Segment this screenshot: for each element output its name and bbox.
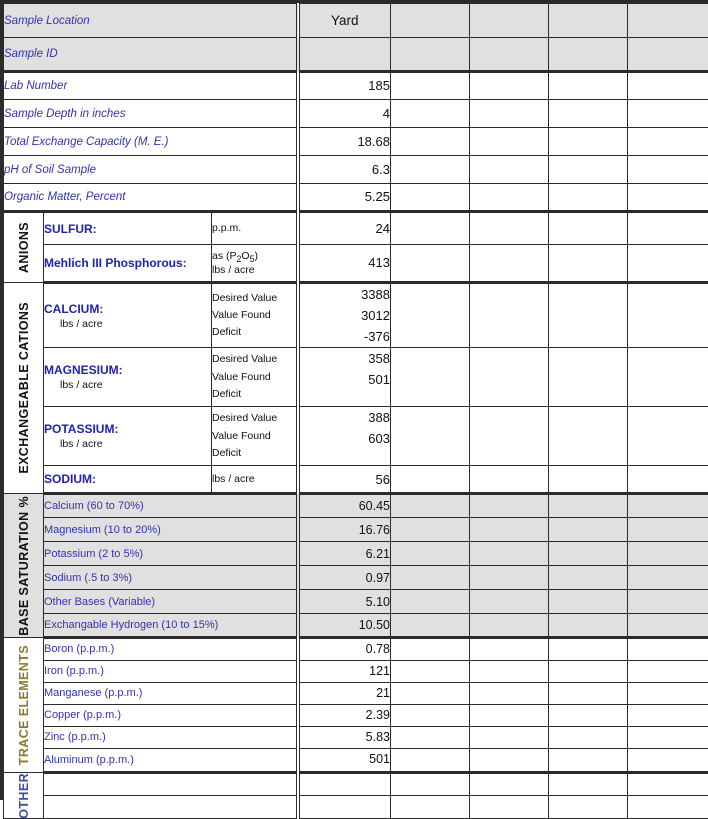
cell-sample-location-4[interactable]	[549, 4, 628, 38]
table-row-boron	[4, 638, 708, 660]
row-label-bs-hydrogen: Exchangable Hydrogen (10 to 15%)	[44, 614, 298, 638]
cell-bs-hydrogen-1[interactable]: 10.50	[298, 614, 391, 638]
row-unit-phosphorous	[212, 245, 298, 283]
cell-bs-hydrogen-2[interactable]	[391, 614, 470, 638]
cell-sulfur-4[interactable]	[549, 212, 628, 245]
row-label-lab-number: Lab Number	[4, 72, 298, 100]
cell-bs-hydrogen-5[interactable]	[628, 614, 708, 638]
cell-magnesium-1[interactable]	[298, 348, 391, 407]
cell-bs-potassium-3[interactable]	[470, 542, 549, 566]
row-label-sample-location: Sample Location	[4, 4, 298, 38]
row-label-phosphorous: Mehlich III Phosphorous:	[44, 245, 212, 283]
table-row-sample-location	[4, 4, 708, 38]
cell-bs-sodium-1[interactable]: 0.97	[298, 566, 391, 590]
cell-zinc-5[interactable]	[628, 726, 708, 748]
cell-zinc-3[interactable]	[470, 726, 549, 748]
table-row-manganese	[4, 682, 708, 704]
row-label-other-1[interactable]	[44, 772, 298, 795]
cell-iron-3[interactable]	[470, 660, 549, 682]
cell-sulfur-1[interactable]: 24	[298, 212, 391, 245]
cell-other1-5[interactable]	[628, 772, 708, 795]
cell-sample-location-5[interactable]	[628, 4, 708, 38]
cell-bs-calcium-3[interactable]	[470, 494, 549, 518]
cell-sodium-2[interactable]	[391, 466, 470, 494]
cell-lab-number-3[interactable]	[470, 72, 549, 100]
cell-other2-2[interactable]	[391, 795, 470, 818]
cell-boron-4[interactable]	[549, 638, 628, 660]
cell-bs-magnesium-2[interactable]	[391, 518, 470, 542]
phosphorous-unit: lbs / acre	[212, 264, 296, 276]
cell-zinc-1[interactable]: 5.83	[298, 726, 391, 748]
cell-ph-1[interactable]: 6.3	[298, 156, 391, 184]
cell-manganese-3[interactable]	[470, 682, 549, 704]
table-row-ph	[4, 156, 708, 184]
cell-om-4[interactable]	[549, 184, 628, 212]
cell-copper-4[interactable]	[549, 704, 628, 726]
table-row-lab-number	[4, 72, 708, 100]
cell-bs-sodium-3[interactable]	[470, 566, 549, 590]
cell-sample-location-1[interactable]: Yard	[298, 4, 391, 38]
row-label-bs-potassium: Potassium (2 to 5%)	[44, 542, 298, 566]
cell-ph-5[interactable]	[628, 156, 708, 184]
cell-sample-id-4[interactable]	[549, 38, 628, 72]
cell-other2-5[interactable]	[628, 795, 708, 818]
cell-other1-2[interactable]	[391, 772, 470, 795]
table-row-bs-potassium	[4, 542, 708, 566]
cell-sodium-1[interactable]: 56	[298, 466, 391, 494]
table-row-zinc	[4, 726, 708, 748]
cell-bs-calcium-2[interactable]	[391, 494, 470, 518]
cell-aluminum-4[interactable]	[549, 748, 628, 772]
cell-manganese-2[interactable]	[391, 682, 470, 704]
cell-sample-location-3[interactable]	[470, 4, 549, 38]
magnesium-desired-1: 358	[300, 348, 391, 369]
cell-other2-4[interactable]	[549, 795, 628, 818]
table-row-potassium	[4, 407, 708, 466]
cell-other2-3[interactable]	[470, 795, 549, 818]
calcium-unit: lbs / acre	[44, 318, 211, 330]
cell-other1-4[interactable]	[549, 772, 628, 795]
potassium-deficit-1	[300, 449, 391, 465]
magnesium-found-1: 501	[300, 369, 391, 390]
cell-om-2[interactable]	[391, 184, 470, 212]
section-rail-label-cations: EXCHANGEABLE CATIONS	[17, 302, 31, 474]
cell-boron-3[interactable]	[470, 638, 549, 660]
cell-ph-2[interactable]	[391, 156, 470, 184]
cell-copper-3[interactable]	[470, 704, 549, 726]
row-label-sample-id: Sample ID	[4, 38, 298, 72]
table-row-bs-calcium	[4, 494, 708, 518]
cell-bs-other-4[interactable]	[549, 590, 628, 614]
row-label-organic-matter: Organic Matter, Percent	[4, 184, 298, 212]
cell-calcium-2[interactable]	[391, 283, 470, 348]
table-row-bs-hydrogen	[4, 614, 708, 638]
cell-lab-number-5[interactable]	[628, 72, 708, 100]
cell-boron-2[interactable]	[391, 638, 470, 660]
magnesium-name: MAGNESIUM:	[44, 363, 123, 377]
sublabel-value-found: Value Found	[212, 307, 296, 324]
formula-sub2: 5	[250, 254, 255, 264]
row-label-other-2[interactable]	[44, 795, 298, 818]
calcium-found-1: 3012	[300, 305, 391, 326]
cell-tec-4[interactable]	[549, 128, 628, 156]
cell-manganese-1[interactable]: 21	[298, 682, 391, 704]
row-sublabels-calcium	[212, 283, 298, 348]
cell-bs-calcium-5[interactable]	[628, 494, 708, 518]
cell-om-3[interactable]	[470, 184, 549, 212]
cell-manganese-4[interactable]	[549, 682, 628, 704]
sublabel-deficit: Deficit	[212, 445, 296, 462]
row-label-potassium	[44, 407, 212, 466]
cell-phosphorous-2[interactable]	[391, 245, 470, 283]
cell-tec-2[interactable]	[391, 128, 470, 156]
cell-aluminum-1[interactable]: 501	[298, 748, 391, 772]
cell-lab-number-4[interactable]	[549, 72, 628, 100]
table-row-sulfur	[4, 212, 708, 245]
table-row-aluminum	[4, 748, 708, 772]
row-label-aluminum: Aluminum (p.p.m.)	[44, 748, 298, 772]
cell-calcium-3[interactable]	[470, 283, 549, 348]
magnesium-deficit-1	[300, 390, 391, 406]
cell-sodium-5[interactable]	[628, 466, 708, 494]
cell-bs-other-2[interactable]	[391, 590, 470, 614]
cell-boron-5[interactable]	[628, 638, 708, 660]
cell-calcium-1[interactable]	[298, 283, 391, 348]
cell-tec-5[interactable]	[628, 128, 708, 156]
table-row-sodium	[4, 466, 708, 494]
cell-bs-calcium-1[interactable]: 60.45	[298, 494, 391, 518]
row-label-bs-calcium: Calcium (60 to 70%)	[44, 494, 298, 518]
row-label-bs-sodium: Sodium (.5 to 3%)	[44, 566, 298, 590]
cell-lab-number-1[interactable]: 185	[298, 72, 391, 100]
table-row-magnesium	[4, 348, 708, 407]
table-row-phosphorous	[4, 245, 708, 283]
row-label-ph: pH of Soil Sample	[4, 156, 298, 184]
cell-iron-4[interactable]	[549, 660, 628, 682]
cell-iron-5[interactable]	[628, 660, 708, 682]
cell-sulfur-5[interactable]	[628, 212, 708, 245]
row-label-manganese: Manganese (p.p.m.)	[44, 682, 298, 704]
row-unit-sulfur: p.p.m.	[212, 212, 298, 245]
cell-potassium-5[interactable]	[628, 407, 708, 466]
section-rail-anions	[4, 212, 44, 283]
row-label-copper: Copper (p.p.m.)	[44, 704, 298, 726]
sublabel-desired-value: Desired Value	[212, 290, 296, 307]
formula-prefix: as (P	[212, 250, 237, 262]
cell-potassium-1[interactable]	[298, 407, 391, 466]
cell-sample-depth-1[interactable]: 4	[298, 100, 391, 128]
potassium-unit: lbs / acre	[44, 438, 211, 450]
cell-ph-3[interactable]	[470, 156, 549, 184]
cell-other2-1[interactable]	[298, 795, 391, 818]
cell-bs-magnesium-1[interactable]: 16.76	[298, 518, 391, 542]
cell-magnesium-4[interactable]	[549, 348, 628, 407]
cell-bs-sodium-5[interactable]	[628, 566, 708, 590]
section-rail-base-saturation	[4, 494, 44, 638]
formula-suffix: )	[254, 250, 258, 262]
cell-boron-1[interactable]: 0.78	[298, 638, 391, 660]
sublabel-deficit: Deficit	[212, 324, 296, 341]
cell-bs-sodium-2[interactable]	[391, 566, 470, 590]
row-label-calcium	[44, 283, 212, 348]
cell-bs-potassium-1[interactable]: 6.21	[298, 542, 391, 566]
row-label-magnesium	[44, 348, 212, 407]
phosphorous-formula	[212, 250, 296, 264]
table-row-organic-matter	[4, 184, 708, 212]
cell-calcium-5[interactable]	[628, 283, 708, 348]
table-body	[4, 4, 708, 819]
cell-tec-1[interactable]: 18.68	[298, 128, 391, 156]
cell-iron-2[interactable]	[391, 660, 470, 682]
potassium-desired-1: 388	[300, 407, 391, 428]
cell-sample-id-2[interactable]	[391, 38, 470, 72]
row-label-bs-magnesium: Magnesium (10 to 20%)	[44, 518, 298, 542]
row-label-sample-depth: Sample Depth in inches	[4, 100, 298, 128]
cell-other1-1[interactable]	[298, 772, 391, 795]
formula-mid: O	[241, 250, 249, 262]
cell-copper-1[interactable]: 2.39	[298, 704, 391, 726]
cell-copper-2[interactable]	[391, 704, 470, 726]
cell-phosphorous-1[interactable]: 413	[298, 245, 391, 283]
row-unit-sodium: lbs / acre	[212, 466, 298, 494]
sublabel-desired-value: Desired Value	[212, 410, 296, 427]
cell-aluminum-3[interactable]	[470, 748, 549, 772]
cell-sample-depth-4[interactable]	[549, 100, 628, 128]
row-sublabels-magnesium	[212, 348, 298, 407]
cell-bs-potassium-5[interactable]	[628, 542, 708, 566]
magnesium-unit: lbs / acre	[44, 379, 211, 391]
sublabel-deficit: Deficit	[212, 386, 296, 403]
row-sublabels-potassium	[212, 407, 298, 466]
section-rail-trace-elements	[4, 638, 44, 772]
cell-bs-magnesium-3[interactable]	[470, 518, 549, 542]
cell-potassium-3[interactable]	[470, 407, 549, 466]
potassium-found-1: 603	[300, 428, 391, 449]
cell-sample-id-3[interactable]	[470, 38, 549, 72]
cell-bs-magnesium-4[interactable]	[549, 518, 628, 542]
cell-bs-hydrogen-4[interactable]	[549, 614, 628, 638]
calcium-name: CALCIUM:	[44, 302, 103, 316]
formula-sub1: 2	[237, 254, 242, 264]
cell-sulfur-3[interactable]	[470, 212, 549, 245]
section-rail-label-other: OTHER	[17, 773, 31, 819]
cell-manganese-5[interactable]	[628, 682, 708, 704]
cell-sample-id-1[interactable]	[298, 38, 391, 72]
section-rail-label-anions: ANIONS	[17, 222, 31, 273]
potassium-name: POTASSIUM:	[44, 422, 118, 436]
calcium-deficit-1: -376	[300, 326, 391, 347]
cell-sulfur-2[interactable]	[391, 212, 470, 245]
cell-bs-other-3[interactable]	[470, 590, 549, 614]
calcium-desired-1: 3388	[300, 284, 391, 305]
cell-zinc-2[interactable]	[391, 726, 470, 748]
table-row-sample-depth	[4, 100, 708, 128]
cell-ph-4[interactable]	[549, 156, 628, 184]
table-row-bs-other-bases	[4, 590, 708, 614]
cell-bs-other-5[interactable]	[628, 590, 708, 614]
section-rail-label-base-saturation: BASE SATURATION %	[17, 496, 31, 636]
row-label-zinc: Zinc (p.p.m.)	[44, 726, 298, 748]
soil-report-table	[3, 3, 708, 819]
row-label-boron: Boron (p.p.m.)	[44, 638, 298, 660]
table-row-bs-magnesium	[4, 518, 708, 542]
cell-sample-depth-3[interactable]	[470, 100, 549, 128]
table-row-other-1	[4, 772, 708, 795]
cell-iron-1[interactable]: 121	[298, 660, 391, 682]
cell-phosphorous-3[interactable]	[470, 245, 549, 283]
row-label-sodium: SODIUM:	[44, 466, 212, 494]
cell-bs-sodium-4[interactable]	[549, 566, 628, 590]
cell-lab-number-2[interactable]	[391, 72, 470, 100]
cell-magnesium-3[interactable]	[470, 348, 549, 407]
cell-sodium-4[interactable]	[549, 466, 628, 494]
sublabel-value-found: Value Found	[212, 428, 296, 445]
row-label-total-exchange-capacity: Total Exchange Capacity (M. E.)	[4, 128, 298, 156]
section-rail-other	[4, 772, 44, 819]
table-row-sample-id	[4, 38, 708, 72]
cell-sodium-3[interactable]	[470, 466, 549, 494]
table-row-iron	[4, 660, 708, 682]
cell-bs-hydrogen-3[interactable]	[470, 614, 549, 638]
cell-aluminum-5[interactable]	[628, 748, 708, 772]
cell-tec-3[interactable]	[470, 128, 549, 156]
table-row-total-exchange-capacity	[4, 128, 708, 156]
cell-sample-depth-5[interactable]	[628, 100, 708, 128]
cell-calcium-4[interactable]	[549, 283, 628, 348]
row-label-iron: Iron (p.p.m.)	[44, 660, 298, 682]
table-row-other-2	[4, 795, 708, 818]
section-rail-label-trace-elements: TRACE ELEMENTS	[17, 645, 31, 765]
cell-phosphorous-5[interactable]	[628, 245, 708, 283]
cell-potassium-2[interactable]	[391, 407, 470, 466]
cell-bs-potassium-4[interactable]	[549, 542, 628, 566]
cell-other1-3[interactable]	[470, 772, 549, 795]
sublabel-value-found: Value Found	[212, 369, 296, 386]
cell-magnesium-5[interactable]	[628, 348, 708, 407]
cell-sample-depth-2[interactable]	[391, 100, 470, 128]
row-label-bs-other-bases: Other Bases (Variable)	[44, 590, 298, 614]
table-row-copper	[4, 704, 708, 726]
cell-phosphorous-4[interactable]	[549, 245, 628, 283]
table-row-bs-sodium	[4, 566, 708, 590]
cell-sample-location-2[interactable]	[391, 4, 470, 38]
sublabel-desired-value: Desired Value	[212, 351, 296, 368]
cell-om-5[interactable]	[628, 184, 708, 212]
cell-bs-potassium-2[interactable]	[391, 542, 470, 566]
cell-aluminum-2[interactable]	[391, 748, 470, 772]
cell-bs-magnesium-5[interactable]	[628, 518, 708, 542]
cell-sample-id-5[interactable]	[628, 38, 708, 72]
row-label-sulfur: SULFUR:	[44, 212, 212, 245]
cell-bs-calcium-4[interactable]	[549, 494, 628, 518]
cell-om-1[interactable]: 5.25	[298, 184, 391, 212]
section-rail-cations	[4, 283, 44, 494]
table-row-calcium	[4, 283, 708, 348]
cell-potassium-4[interactable]	[549, 407, 628, 466]
cell-copper-5[interactable]	[628, 704, 708, 726]
cell-magnesium-2[interactable]	[391, 348, 470, 407]
cell-zinc-4[interactable]	[549, 726, 628, 748]
cell-bs-other-1[interactable]: 5.10	[298, 590, 391, 614]
